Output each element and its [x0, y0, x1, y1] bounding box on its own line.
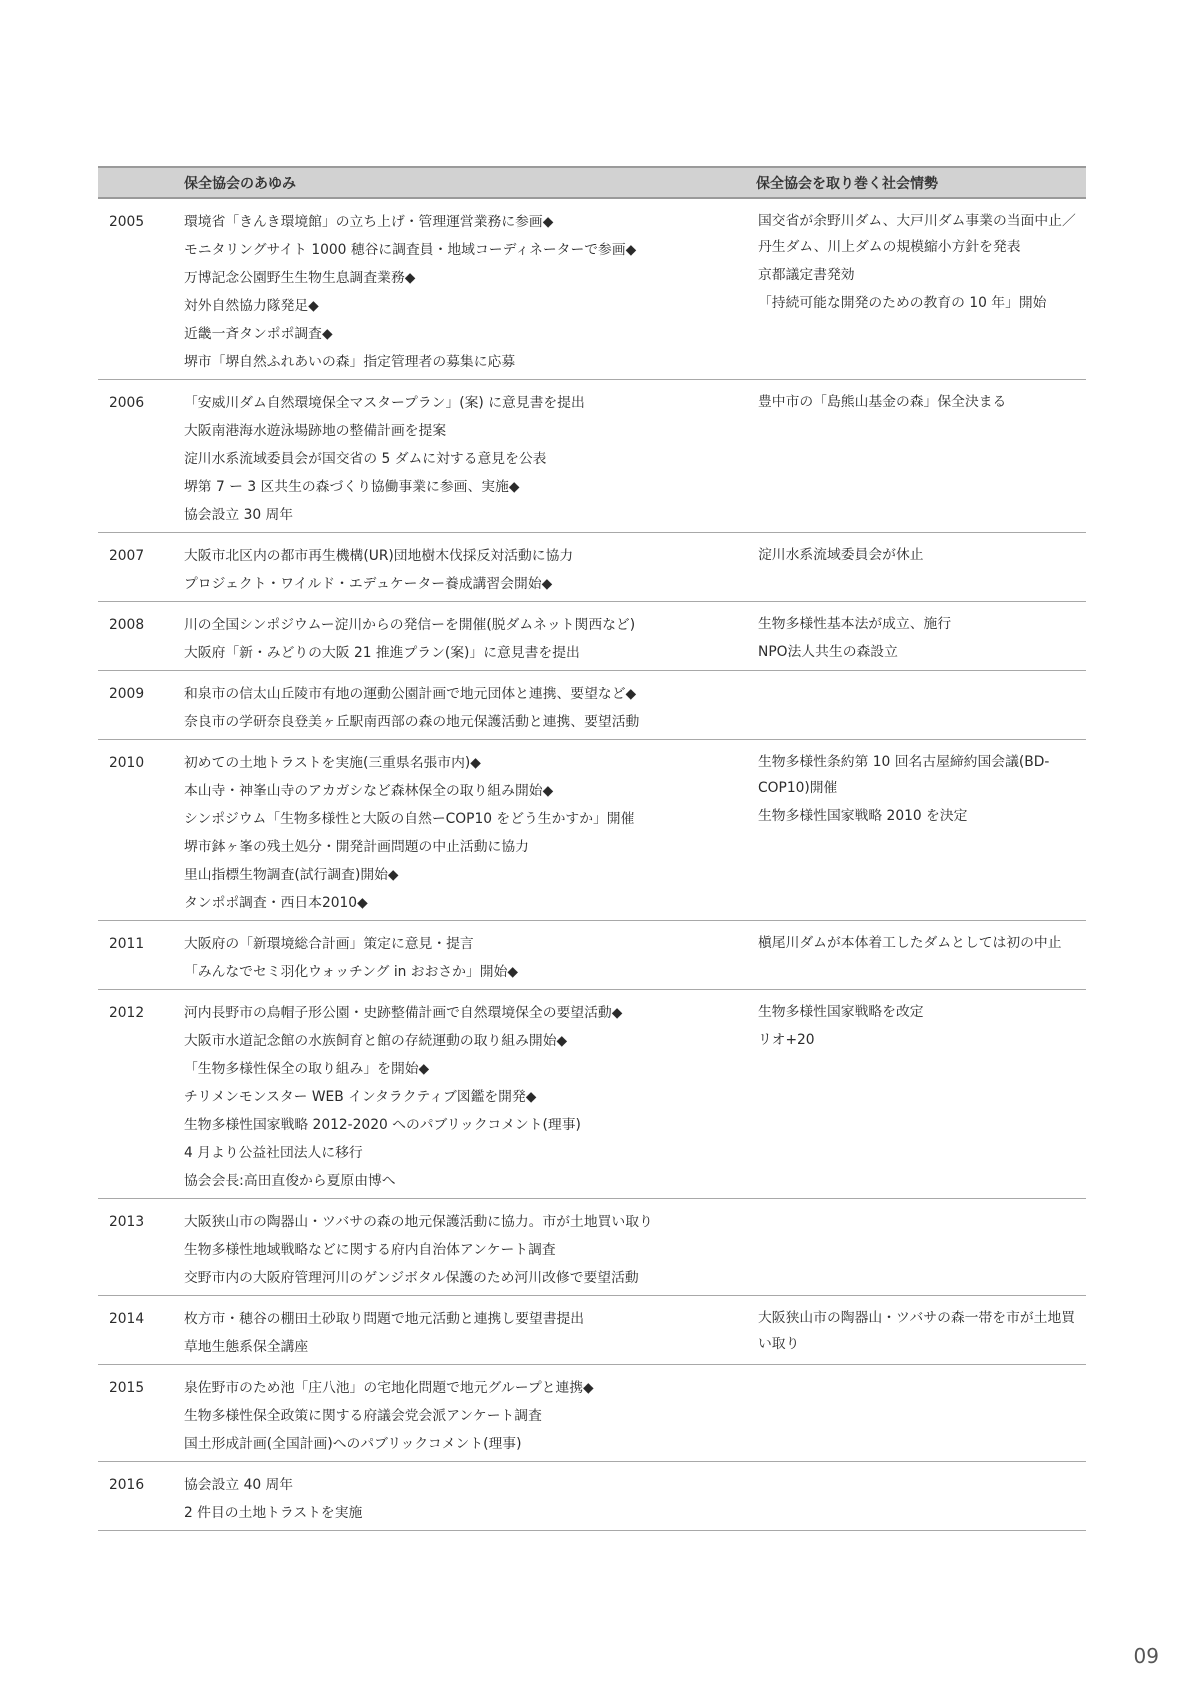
activity-item: 生物多様性地域戦略などに関する府内自治体アンケート調査	[184, 1242, 556, 1258]
activity-item: 協会設立 30 周年	[184, 507, 294, 523]
activity-item: 近畿一斉タンポポ調査◆	[184, 326, 333, 342]
activity-item: 「生物多様性保全の取り組み」を開始◆	[184, 1061, 430, 1077]
activity-item: 堺市鉢ヶ峯の残土処分・開発計画問題の中止活動に協力	[184, 839, 529, 855]
activity-item: 堺市「堺自然ふれあいの森」指定管理者の募集に応募	[184, 354, 516, 370]
activity-item: シンポジウム「生物多様性と大阪の自然ーCOP10 をどう生かすか」開催	[184, 811, 635, 827]
social-item: 生物多様性基本法が成立、施行	[758, 616, 952, 632]
activities-cell	[184, 671, 756, 740]
social-cell	[756, 921, 1086, 990]
table-row	[98, 533, 1086, 602]
page-number: 09	[1133, 1644, 1159, 1668]
social-item: 槇尾川ダムが本体着工したダムとしては初の中止	[758, 935, 1062, 951]
table-row	[98, 198, 1086, 380]
activity-item: プロジェクト・ワイルド・エデュケーター養成講習会開始◆	[184, 576, 553, 592]
activity-item: 「みんなでセミ羽化ウォッチング in おおさか」開始◆	[184, 964, 518, 980]
activity-item: 淀川水系流域委員会が国交省の 5 ダムに対する意見を公表	[184, 451, 547, 467]
social-item: NPO法人共生の森設立	[758, 644, 898, 660]
table-header	[98, 167, 1086, 198]
activity-item: 国土形成計画(全国計画)へのパブリックコメント(理事)	[184, 1436, 522, 1452]
table-row	[98, 602, 1086, 671]
activities-cell	[184, 1296, 756, 1365]
activities-cell	[184, 1462, 756, 1531]
activity-item: 草地生態系保全講座	[184, 1339, 309, 1355]
table-row	[98, 740, 1086, 921]
activity-item: 2 件目の土地トラストを実施	[184, 1505, 363, 1521]
activity-item: 奈良市の学研奈良登美ヶ丘駅南西部の森の地元保護活動と連携、要望活動	[184, 714, 640, 730]
social-cell	[756, 990, 1086, 1199]
social-cell	[756, 1365, 1086, 1462]
activity-item: 万博記念公園野生生物生息調査業務◆	[184, 270, 416, 286]
table-body	[98, 198, 1086, 1531]
activity-item: 交野市内の大阪府管理河川のゲンジボタル保護のため河川改修で要望活動	[184, 1270, 639, 1286]
activity-item: モニタリングサイト 1000 穂谷に調査員・地域コーディネーターで参画◆	[184, 242, 637, 258]
year-cell: 2007	[98, 533, 184, 602]
year-cell: 2008	[98, 602, 184, 671]
activity-item: 堺第 7 ー 3 区共生の森づくり協働事業に参画、実施◆	[184, 479, 520, 495]
activity-item: 川の全国シンポジウムー淀川からの発信ーを開催(脱ダムネット関西など)	[184, 617, 636, 633]
table-row	[98, 1199, 1086, 1296]
activities-cell	[184, 380, 756, 533]
activity-item: 本山寺・神峯山寺のアカガシなど森林保全の取り組み開始◆	[184, 783, 554, 799]
social-item: 大阪狭山市の陶器山・ツバサの森一帯を市が土地買い取り	[758, 1310, 1076, 1352]
social-item: リオ+20	[758, 1032, 815, 1048]
activity-item: 協会会長:高田直俊から夏原由博へ	[184, 1173, 396, 1189]
activity-item: 初めての土地トラストを実施(三重県名張市内)◆	[184, 755, 481, 771]
table-row	[98, 1296, 1086, 1365]
activities-cell	[184, 1365, 756, 1462]
activities-cell	[184, 740, 756, 921]
activity-item: 4 月より公益社団法人に移行	[184, 1145, 363, 1161]
activities-cell	[184, 533, 756, 602]
year-cell: 2016	[98, 1462, 184, 1531]
social-item: 「持続可能な開発のための教育の 10 年」開始	[758, 295, 1047, 311]
activity-item: 「安威川ダム自然環境保全マスタープラン」(案) に意見書を提出	[184, 395, 585, 411]
year-cell: 2013	[98, 1199, 184, 1296]
social-item: 生物多様性国家戦略を改定	[758, 1004, 924, 1020]
social-cell	[756, 602, 1086, 671]
year-cell: 2010	[98, 740, 184, 921]
activity-item: 枚方市・穂谷の棚田土砂取り問題で地元活動と連携し要望書提出	[184, 1311, 585, 1327]
social-cell	[756, 1296, 1086, 1365]
activity-item: 生物多様性国家戦略 2012-2020 へのパブリックコメント(理事)	[184, 1117, 581, 1133]
activities-cell	[184, 1199, 756, 1296]
activities-cell	[184, 990, 756, 1199]
table-row	[98, 921, 1086, 990]
social-item: 生物多様性国家戦略 2010 を決定	[758, 808, 968, 824]
year-cell: 2009	[98, 671, 184, 740]
activities-cell	[184, 198, 756, 380]
activity-item: 大阪市水道記念館の水族飼育と館の存続運動の取り組み開始◆	[184, 1033, 568, 1049]
activity-item: 里山指標生物調査(試行調査)開始◆	[184, 867, 399, 883]
social-item: 国交省が余野川ダム、大戸川ダム事業の当面中止／丹生ダム、川上ダムの規模縮小方針を発表	[758, 213, 1076, 255]
social-cell	[756, 533, 1086, 602]
table-row	[98, 1462, 1086, 1531]
activity-item: 大阪南港海水遊泳場跡地の整備計画を提案	[184, 423, 447, 439]
year-cell: 2005	[98, 198, 184, 380]
activity-item: 和泉市の信太山丘陵市有地の運動公園計画で地元団体と連携、要望など◆	[184, 686, 637, 702]
activities-cell	[184, 602, 756, 671]
activity-item: 生物多様性保全政策に関する府議会党会派アンケート調査	[184, 1408, 542, 1424]
activity-item: 大阪狭山市の陶器山・ツバサの森の地元保護活動に協力。市が土地買い取り	[184, 1214, 653, 1230]
year-cell: 2011	[98, 921, 184, 990]
activity-item: 環境省「きんき環境館」の立ち上げ・管理運営業務に参画◆	[184, 214, 554, 230]
social-column-header: 保全協会を取り巻く社会情勢	[756, 167, 1086, 198]
social-cell	[756, 380, 1086, 533]
activity-item: チリメンモンスター WEB インタラクティブ図鑑を開発◆	[184, 1089, 537, 1105]
social-item: 京都議定書発効	[758, 267, 855, 283]
year-cell: 2012	[98, 990, 184, 1199]
social-item: 淀川水系流域委員会が休止	[758, 547, 924, 563]
social-cell	[756, 740, 1086, 921]
activities-column-header: 保全協会のあゆみ	[184, 167, 756, 198]
activity-item: 協会設立 40 周年	[184, 1477, 294, 1493]
social-cell	[756, 1199, 1086, 1296]
activity-item: 大阪府の「新環境総合計画」策定に意見・提言	[184, 936, 474, 952]
table-row	[98, 1365, 1086, 1462]
activity-item: 泉佐野市のため池「庄八池」の宅地化問題で地元グループと連携◆	[184, 1380, 594, 1396]
activity-item: 大阪府「新・みどりの大阪 21 推進プラン(案)」に意見書を提出	[184, 645, 580, 661]
activity-item: 河内長野市の烏帽子形公園・史跡整備計画で自然環境保全の要望活動◆	[184, 1005, 623, 1021]
social-item: 生物多様性条約第 10 回名古屋締約国会議(BD-COP10)開催	[758, 754, 1050, 796]
activity-item: 対外自然協力隊発足◆	[184, 298, 319, 314]
social-cell	[756, 671, 1086, 740]
activity-item: タンポポ調査・西日本2010◆	[184, 895, 368, 911]
year-cell: 2015	[98, 1365, 184, 1462]
activities-cell	[184, 921, 756, 990]
year-cell: 2014	[98, 1296, 184, 1365]
table-row	[98, 671, 1086, 740]
social-item: 豊中市の「島熊山基金の森」保全決まる	[758, 394, 1007, 410]
table-row	[98, 990, 1086, 1199]
social-cell	[756, 198, 1086, 380]
history-timeline-table	[98, 166, 1086, 1531]
social-cell	[756, 1462, 1086, 1531]
table-row	[98, 380, 1086, 533]
activity-item: 大阪市北区内の都市再生機構(UR)団地樹木伐採反対活動に協力	[184, 548, 574, 564]
year-column-header	[98, 167, 184, 198]
year-cell: 2006	[98, 380, 184, 533]
